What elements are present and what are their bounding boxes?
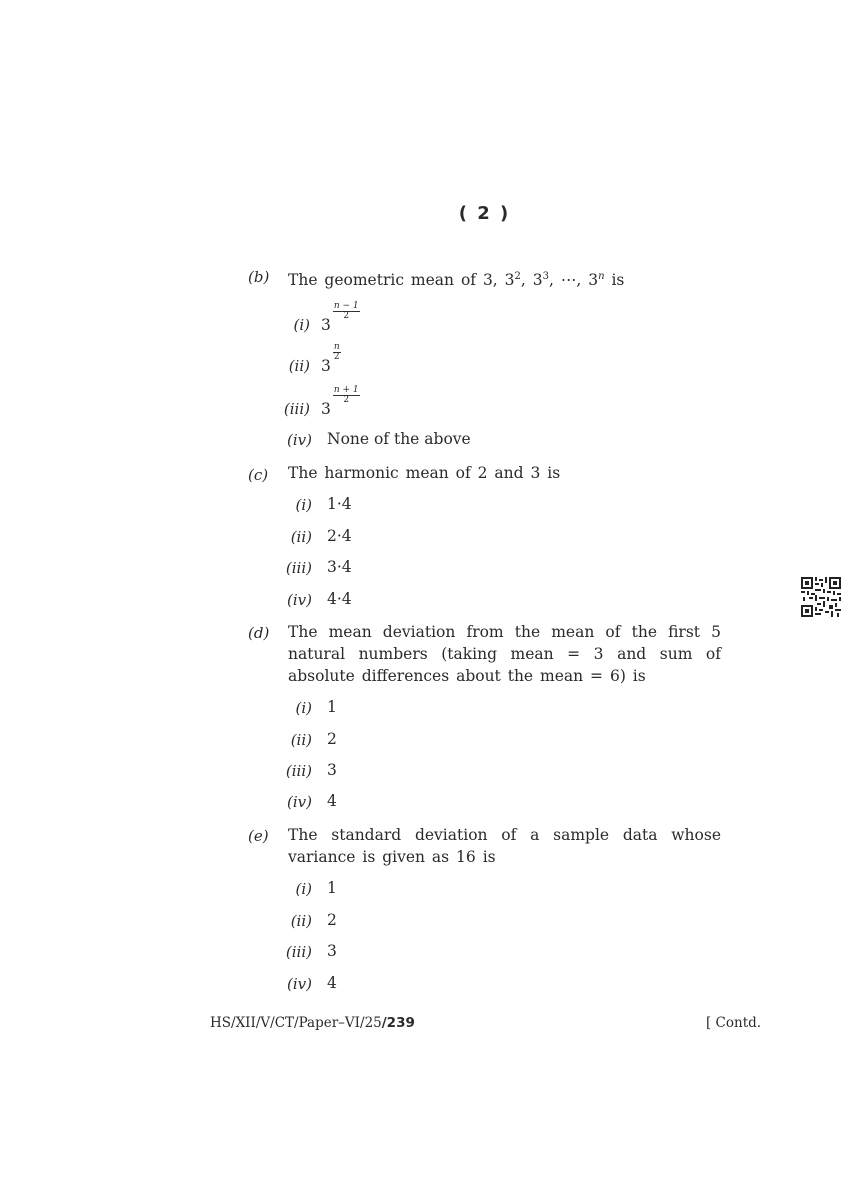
question-d-label: (d): [248, 624, 270, 642]
question-c-text: The harmonic mean of 2 and 3 is: [288, 464, 561, 482]
option-c-i-value: 1·4: [327, 495, 352, 513]
option-b-iii-value: 3 $\frac{n + 1}{2}$: [321, 385, 359, 418]
option-b-i-label: (i): [293, 316, 310, 334]
option-c-iv-value: 4·4: [327, 590, 352, 608]
option-c-i-label: (i): [295, 496, 312, 514]
qr-code-icon: [801, 577, 841, 617]
option-b-iv-value: None of the above: [327, 430, 471, 448]
option-d-iii-value: 3: [327, 761, 337, 779]
option-b-iv-label: (iv): [287, 431, 312, 449]
option-d-ii-value: 2: [327, 730, 337, 748]
option-b-i-value: 3 $\frac{n - 1}{2}$: [321, 301, 359, 334]
question-e-label: (e): [248, 827, 269, 845]
option-e-ii-label: (ii): [290, 912, 312, 930]
option-e-ii-value: 2: [327, 911, 337, 929]
option-c-iii-label: (iii): [285, 559, 312, 577]
question-c-label: (c): [248, 466, 269, 484]
option-b-iii-label: (iii): [283, 400, 310, 418]
option-d-i-label: (i): [295, 699, 312, 717]
option-d-i-value: 1: [327, 698, 337, 716]
option-e-iv-value: 4: [327, 974, 337, 992]
option-d-iii-label: (iii): [285, 762, 312, 780]
option-e-i-label: (i): [295, 880, 312, 898]
question-d-text: The mean deviation from the mean of the first 5 natural numbers (taking mean = 3 and sum of absolute differences about the mean = 6) is: [288, 623, 721, 685]
option-c-iv-label: (iv): [287, 591, 312, 609]
option-d-ii-label: (ii): [290, 731, 312, 749]
option-c-iii-value: 3·4: [327, 558, 352, 576]
option-e-iv-label: (iv): [287, 975, 312, 993]
question-e-text: The standard deviation of a sample data whose variance is given as 16 is: [288, 826, 721, 866]
option-d-iv-value: 4: [327, 792, 337, 810]
continued-marker: [ Contd.: [706, 1015, 762, 1031]
question-b-text: The geometric mean of 3, $3^2$, $3^3$, ⋯, 3$^n$ is: [288, 271, 625, 290]
option-c-ii-label: (ii): [290, 528, 312, 546]
option-e-i-value: 1: [327, 879, 337, 897]
option-b-ii-label: (ii): [288, 357, 310, 375]
option-e-iii-value: 3: [327, 942, 337, 960]
paper-code: HS/XII/V/CT/Paper–VI/25/239: [210, 1015, 415, 1031]
question-b-label: (b): [248, 268, 270, 286]
option-b-ii-value: 3 $\frac{n}{2}$: [321, 342, 340, 375]
option-e-iii-label: (iii): [285, 943, 312, 961]
option-c-ii-value: 2·4: [327, 527, 352, 545]
option-d-iv-label: (iv): [287, 793, 312, 811]
page-number: ( 2 ): [458, 203, 511, 224]
